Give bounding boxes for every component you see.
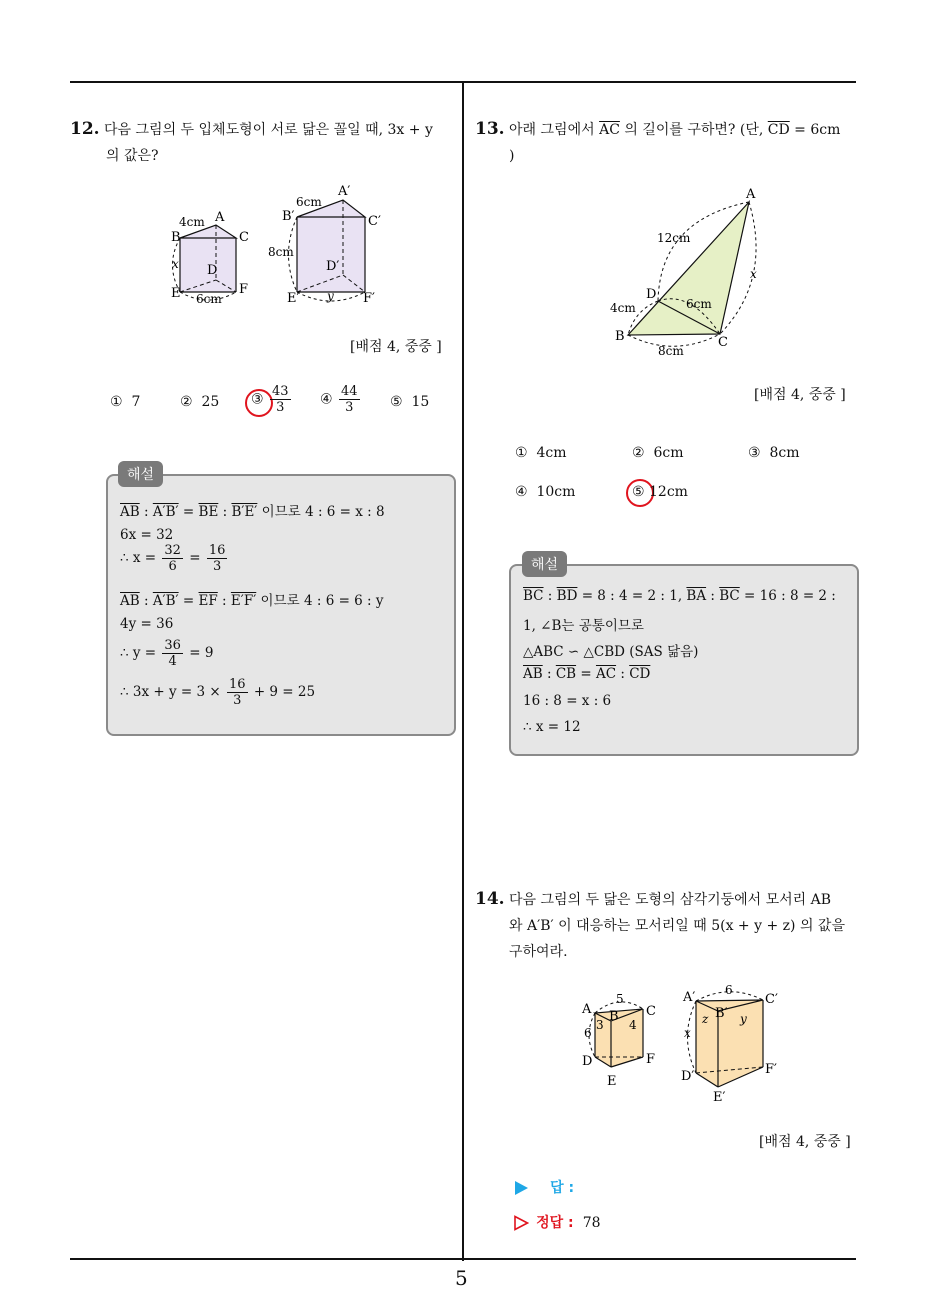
solution-line-1: $\overline{AB}$ : $A'B' = \overline{BE}$ : B′E′ 이므로 4 : 6 = x : 8 <box>120 504 385 520</box>
answer-row <box>513 1177 574 1197</box>
label-ef: 6cm <box>196 292 222 306</box>
label-C: C <box>646 1004 656 1019</box>
question-number: 14. <box>475 889 505 909</box>
q12-difficulty: [배점 4, 중중 ] <box>350 339 442 355</box>
question-text-part: = 6cm <box>789 122 841 138</box>
label-F: F <box>646 1052 656 1067</box>
question-text-part: 아래 그림에서 <box>509 122 600 138</box>
label-A: A <box>746 187 756 202</box>
question-text-line1: 다음 그림의 두 닮은 도형의 삼각기둥에서 모서리 AB <box>509 892 832 908</box>
q12-choice-2[interactable] <box>180 394 219 410</box>
solution-line-2: 1, ∠B는 공통이므로 <box>523 618 644 634</box>
solution-line-6: ∴ y = $\frac{36}{4}$ = 9 <box>120 638 214 669</box>
solution-line-6: ∴ x = 12 <box>523 719 581 735</box>
segment-ac: $\overline{AC}$ <box>599 122 620 138</box>
label-E-prime: E′ <box>713 1090 726 1105</box>
q12-choice-5[interactable] <box>390 394 429 410</box>
column-divider <box>462 81 464 1261</box>
label-be: x <box>172 257 179 271</box>
label-be2: 8cm <box>268 245 294 259</box>
q13-choice-3[interactable] <box>748 445 800 461</box>
choice-text: 12cm <box>649 484 688 500</box>
choice-text: 8cm <box>769 445 800 461</box>
label-F: F <box>239 282 249 297</box>
q13-choice-4[interactable] <box>515 484 575 500</box>
q13-choice-1[interactable] <box>515 445 567 461</box>
play-arrow-icon <box>513 1180 529 1196</box>
label-B: B <box>615 329 625 344</box>
choice-mark: ② <box>180 394 193 410</box>
choice-text: 10cm <box>536 484 576 500</box>
question-text-line2: 와 A′B′ 이 대응하는 모서리일 때 5(x + y + z) 의 값을 <box>509 918 845 934</box>
solution-line-5: 16 : 8 = x : 6 <box>523 693 612 709</box>
label-E: E <box>607 1074 617 1089</box>
q12-solution-tag: 해설 <box>118 461 163 487</box>
label-ef2: y <box>327 289 334 303</box>
choice-mark: ① <box>515 445 528 461</box>
correct-answer-label: 정답 : <box>536 1215 574 1231</box>
choice-mark: ③ <box>251 391 264 408</box>
q13-choice-2[interactable] <box>632 445 684 461</box>
label-ad2: x <box>684 1026 691 1040</box>
label-ad: 6 <box>584 1026 592 1040</box>
label-B-prime: B′ <box>715 1006 728 1021</box>
q12-figure <box>160 180 390 310</box>
play-outline-arrow-icon <box>513 1215 529 1231</box>
label-ab: 3 <box>596 1018 604 1032</box>
label-D: D <box>207 263 218 278</box>
choice-mark: ⑤ <box>390 394 403 410</box>
label-B: B <box>171 230 181 245</box>
question-12 <box>70 116 460 169</box>
question-13 <box>475 116 865 169</box>
solution-line-1: $\overline{BC}$ : $\overline{BD} = 8$ : 4 = 2 : 1, $\overline{BA}$ : $\overline{BC} = 16$ : 8 = 2 : <box>523 588 836 604</box>
solution-line-3: △ABC ∽ △CBD (SAS 닮음) <box>523 644 699 660</box>
label-C: C <box>239 230 249 245</box>
question-text-line1: 다음 그림의 두 입체도형이 서로 닮은 꼴일 때, 3x + y <box>104 122 433 138</box>
choice-fraction: $\frac{44}{3}$ <box>341 384 358 415</box>
solution-line-5: 4y = 36 <box>120 616 174 632</box>
label-B: B <box>609 1009 619 1024</box>
question-number: 13. <box>475 119 505 139</box>
question-number: 12. <box>70 119 100 139</box>
label-D: D <box>646 287 657 302</box>
label-ab2: 6cm <box>296 195 322 209</box>
label-bc: 4 <box>629 1018 637 1032</box>
label-C: C <box>718 335 728 350</box>
label-D-prime: D′ <box>681 1069 695 1084</box>
label-bc2: y <box>740 1012 747 1026</box>
solution-line-7: ∴ 3x + y = 3 × $\frac{16}{3}$ + 9 = 25 <box>120 677 316 708</box>
label-ac: x <box>750 267 757 281</box>
choice-mark: ① <box>110 394 123 410</box>
label-F-prime: F′ <box>363 291 375 306</box>
choice-text: 25 <box>201 394 220 410</box>
label-C-prime: C′ <box>765 992 778 1007</box>
choice-text: 4cm <box>536 445 567 461</box>
label-D-prime: D′ <box>326 259 340 274</box>
q13-choice-5[interactable] <box>632 484 688 500</box>
choice-fraction: $\frac{43}{3}$ <box>272 384 289 415</box>
solution-line-4: $\overline{AB}$ : $\overline{CB} = \overline{AC}$ : $\overline{CD}$ <box>523 666 651 682</box>
choice-mark: ⑤ <box>632 484 645 500</box>
label-E-prime: E′ <box>287 291 300 306</box>
question-text-line3: 구하여라. <box>509 944 568 960</box>
label-ac2: 6 <box>725 985 733 997</box>
q13-solution-tag: 해설 <box>522 551 567 577</box>
label-bc: 8cm <box>658 344 684 358</box>
choice-text: 15 <box>411 394 430 410</box>
label-D: D <box>582 1054 593 1069</box>
label-dc: 6cm <box>686 297 712 311</box>
correct-answer-row <box>513 1212 601 1232</box>
q14-difficulty: [배점 4, 중중 ] <box>759 1134 851 1150</box>
label-ac: 5 <box>616 992 624 1006</box>
label-A: A <box>215 210 225 225</box>
label-A: A <box>582 1002 592 1017</box>
label-bd: 4cm <box>610 301 636 315</box>
q13-solution-box <box>509 564 859 756</box>
choice-mark: ④ <box>515 484 528 500</box>
solution-line-4: $\overline{AB}$ : $A'B' = \overline{EF}$ : E′F′ 이므로 4 : 6 = 6 : y <box>120 593 384 609</box>
page-number: 5 <box>455 1266 468 1290</box>
solution-line-3: ∴ x = $\frac{32}{6}$ = $\frac{16}{3}$ <box>120 543 226 574</box>
q12-choice-4[interactable] <box>320 384 362 415</box>
label-F-prime: F′ <box>765 1062 777 1077</box>
label-ab2: z <box>702 1012 709 1026</box>
choice-mark: ② <box>632 445 645 461</box>
label-C-prime: C′ <box>368 214 381 229</box>
q12-choice-1[interactable] <box>110 394 140 410</box>
label-B-prime: B′ <box>282 209 295 224</box>
question-text-line2: ) <box>509 148 515 164</box>
correct-answer-value: 78 <box>582 1215 601 1231</box>
label-ab: 4cm <box>179 215 205 229</box>
solution-line-2: 6x = 32 <box>120 527 174 543</box>
label-E: E <box>171 286 181 301</box>
choice-mark: ③ <box>748 445 761 461</box>
q12-choice-3[interactable] <box>251 384 293 415</box>
label-ad: 12cm <box>657 231 691 245</box>
bottom-rule <box>70 1258 856 1260</box>
label-A-prime: A′ <box>338 184 351 199</box>
q14-figure <box>575 985 785 1105</box>
q13-difficulty: [배점 4, 중중 ] <box>754 387 846 403</box>
q12-solution-box <box>106 474 456 736</box>
q13-figure <box>600 180 780 370</box>
choice-text: 7 <box>131 394 141 410</box>
question-text-part: 의 길이를 구하면? (단, <box>619 122 768 138</box>
segment-cd: $\overline{CD}$ <box>767 122 790 138</box>
question-14 <box>475 886 865 965</box>
question-text-line2: 의 값은? <box>106 148 159 164</box>
choice-mark: ④ <box>320 391 333 408</box>
answer-label: 답 : <box>550 1180 575 1196</box>
label-A-prime: A′ <box>683 990 696 1005</box>
choice-text: 6cm <box>653 445 684 461</box>
